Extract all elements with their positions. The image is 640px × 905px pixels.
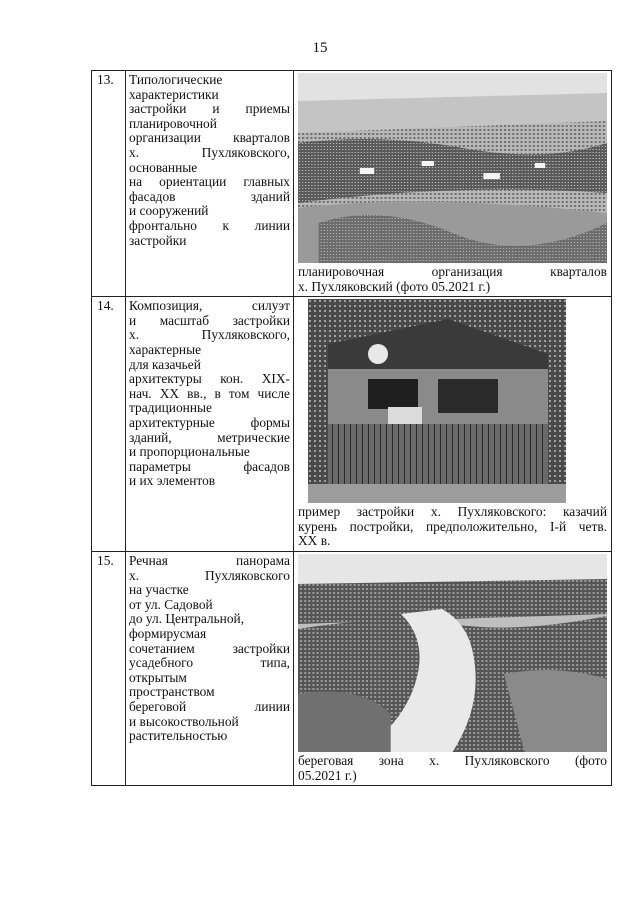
caption-line: 05.2021 г.): [298, 767, 357, 783]
kuren-house-image: [308, 299, 566, 503]
desc-line: на участке: [129, 582, 189, 598]
row-number: 15.: [92, 551, 126, 785]
desc-line: традиционные: [129, 400, 212, 416]
desc-line: пространством: [129, 684, 215, 700]
caption-line: XX в.: [298, 533, 331, 549]
desc-line: характеристики: [129, 86, 219, 102]
desc-line: для казачьей: [129, 356, 201, 372]
photo-caption: [298, 754, 607, 783]
desc-line: нач. XX вв., в том числе: [129, 385, 290, 401]
desc-line: характерные: [129, 341, 202, 357]
desc-line: сочетанием застройки: [129, 640, 290, 656]
desc-line: усадебного типа,: [129, 655, 290, 671]
desc-line: и масштаб застройки: [129, 312, 290, 328]
desc-line: зданий, метрические: [129, 429, 290, 445]
desc-line: параметры фасадов: [129, 458, 290, 474]
desc-line: х. Пухляковского,: [129, 327, 290, 343]
desc-line: застройки и приемы: [129, 101, 290, 117]
desc-line: фасадов зданий: [129, 188, 290, 204]
row-description: [126, 297, 294, 552]
caption-line: планировочная организация кварталов: [298, 264, 607, 279]
desc-line: растительностью: [129, 728, 228, 744]
characteristics-table: [91, 70, 612, 786]
desc-line: планировочной: [129, 115, 217, 131]
table-row: [92, 551, 612, 785]
row-photo-cell: [294, 71, 612, 297]
desc-line: х. Пухляковского: [129, 567, 290, 583]
row-number: 14.: [92, 297, 126, 552]
desc-line: открытым: [129, 669, 187, 685]
page-number: 15: [312, 40, 328, 56]
caption-line: курень постройки, предположительно, I-й четв.: [298, 518, 607, 534]
row-description: [126, 551, 294, 785]
row-number: 13.: [92, 71, 126, 297]
riverbank-photo: [298, 554, 607, 752]
desc-line: Композиция, силуэт: [129, 298, 290, 314]
desc-line: и пропорциональные: [129, 444, 250, 460]
row-description: [126, 71, 294, 297]
desc-line: и их элементов: [129, 473, 216, 489]
row-photo-cell: [294, 551, 612, 785]
desc-line: Речная панорама: [129, 552, 290, 568]
quarters-layout-photo: [298, 73, 607, 263]
desc-line: до ул. Центральной,: [129, 611, 245, 627]
desc-line: и сооружений: [129, 203, 209, 219]
desc-line: архитектурные формы: [129, 414, 290, 430]
desc-line: архитектуры кон. XIX-: [129, 371, 290, 387]
row-photo-cell: [294, 297, 612, 552]
photo-caption: [298, 265, 607, 294]
desc-line: и высокоствольной: [129, 713, 239, 729]
caption-line: х. Пухляковский (фото 05.2021 г.): [298, 278, 491, 294]
table-row: [92, 297, 612, 552]
table-row: [92, 71, 612, 297]
desc-line: основанные: [129, 159, 198, 175]
kuren-house-photo: [308, 299, 566, 503]
desc-line: береговой линии: [129, 698, 290, 714]
desc-line: х. Пухляковского,: [129, 144, 290, 160]
aerial-village-image: [298, 73, 607, 263]
riverbank-image: [298, 554, 607, 752]
desc-line: Типологические: [129, 72, 223, 87]
caption-line: береговая зона х. Пухляковского (фото: [298, 752, 607, 768]
desc-line: организации кварталов: [129, 130, 290, 146]
desc-line: от ул. Садовой: [129, 596, 213, 612]
desc-line: формирусмая: [129, 625, 207, 641]
desc-line: на ориентации главных: [129, 174, 290, 190]
photo-caption: [298, 505, 607, 549]
desc-line: фронтально к линии: [129, 217, 290, 233]
desc-line: застройки: [129, 232, 187, 248]
caption-line: пример застройки х. Пухляковского: казачий: [298, 504, 607, 520]
